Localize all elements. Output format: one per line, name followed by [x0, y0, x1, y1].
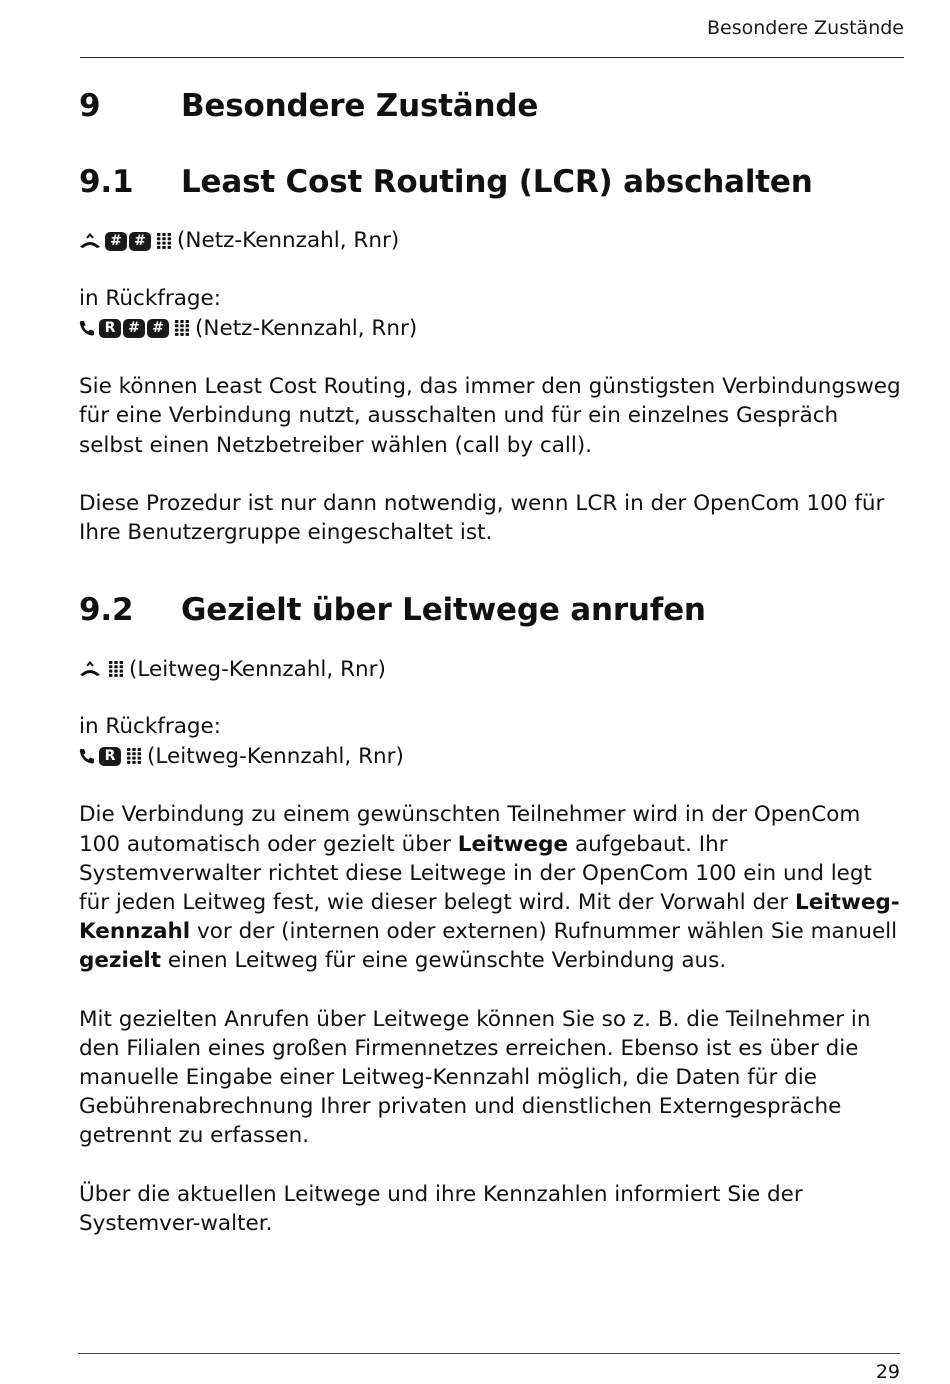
handset-lift-icon [79, 233, 101, 249]
section-title: Gezielt über Leitwege anrufen [181, 592, 706, 629]
keypad-icon [157, 233, 171, 249]
code-description: (Leitweg-Kennzahl, Rnr) [129, 656, 386, 682]
hash-key: # [147, 319, 169, 338]
handset-icon [79, 748, 95, 764]
lcr-code-consult [79, 313, 905, 343]
keypad-icon [127, 748, 141, 764]
chapter-title: Besondere Zustände [181, 88, 539, 124]
page-number: 29 [875, 1361, 900, 1383]
paragraph: Sie können Least Cost Routing, das immer den günstigsten Verbindungsweg für eine Verbindung nutzt, ausschalten und für ein einzelnes Gespräch selbst einen Netzbetreiber wählen (call by call). [79, 374, 901, 458]
r-key: R [99, 747, 121, 766]
term-gezielt: gezielt [79, 948, 162, 974]
lcr-code-direct [79, 226, 905, 256]
code-description: (Leitweg-Kennzahl, Rnr) [147, 743, 404, 769]
paragraph-text: Die Verbindung zu einem gewünschten Teilnehmer wird in der OpenCom 100 automatisch oder gezielt über [79, 802, 861, 857]
paragraph-text: vor der (internen oder externen) Rufnummer wählen Sie manuell [190, 919, 898, 945]
section-heading-9-2 [79, 588, 905, 632]
hash-key: # [123, 319, 145, 338]
handset-icon [79, 320, 95, 336]
handset-lift-icon [79, 661, 101, 677]
chapter-heading [79, 84, 905, 128]
section-title: Least Cost Routing (LCR) abschalten [181, 164, 813, 200]
term-leitwege: Leitwege [457, 831, 569, 857]
consult-label: in Rückfrage: [79, 714, 222, 740]
section-number: 9.2 [79, 592, 134, 629]
footer-rule [78, 1353, 900, 1354]
keypad-icon [109, 661, 123, 677]
route-code-consult [79, 741, 905, 771]
code-description: (Netz-Kennzahl, Rnr) [177, 228, 400, 254]
section-heading-9-1 [79, 160, 905, 204]
keypad-icon [175, 320, 189, 336]
paragraph [79, 800, 905, 975]
r-key: R [99, 319, 121, 338]
paragraph-text: aufgebaut. Ihr Systemverwalter richtet diese Leitwege in der OpenCom 100 ein und legt für jeden Leitweg fest, wie dieser belegt wird. Mit der Vorwahl der [79, 831, 872, 916]
consult-label: in Rückfrage: [79, 286, 222, 311]
paragraph: Mit gezielten Anrufen über Leitwege können Sie so z. B. die Teilnehmer in den Filialen eines großen Firmennetzes erreichen. Ebenso ist es über die manuelle Eingabe einer Leitweg-Kennzahl möglich, die Daten für die Gebührenabrechnung Ihrer privaten und dienstlichen Externgespräche getrennt zu erfassen. [79, 1006, 871, 1149]
route-code-direct [79, 654, 905, 684]
term-leitweg-kennzahl: Leitweg-Kennzahl [79, 890, 900, 945]
section-number: 9.1 [79, 164, 134, 200]
paragraph: Diese Prozedur ist nur dann notwendig, wenn LCR in der OpenCom 100 für Ihre Benutzergruppe eingeschaltet ist. [79, 490, 885, 546]
header-rule [80, 57, 904, 58]
chapter-number: 9 [79, 88, 101, 124]
hash-key: # [129, 232, 151, 251]
paragraph: Über die aktuellen Leitwege und ihre Kennzahlen informiert Sie der Systemver-walter. [79, 1181, 803, 1236]
paragraph-text: einen Leitweg für eine gewünschte Verbindung aus. [161, 948, 727, 974]
hash-key: # [105, 232, 127, 251]
page-content [79, 84, 905, 1238]
code-description: (Netz-Kennzahl, Rnr) [195, 315, 418, 341]
running-header: Besondere Zustände [706, 17, 904, 39]
